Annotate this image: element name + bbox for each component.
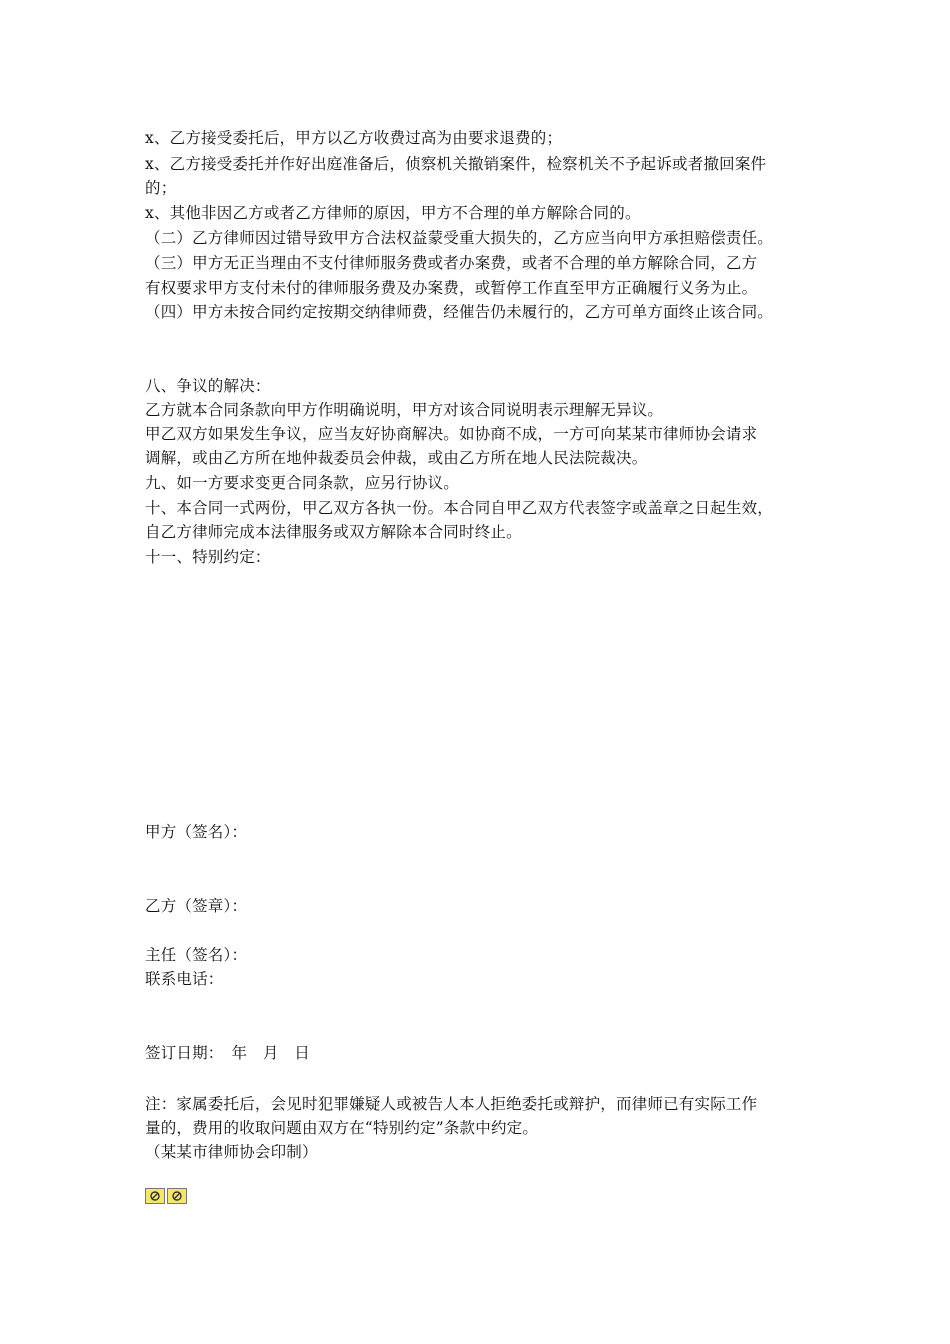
text-line: x、其他非因乙方或者乙方律师的原因，甲方不合理的单方解除合同的。 [145,204,641,222]
text-line: 自乙方律师完成本法律服务或双方解除本合同时终止。 [145,523,522,541]
text-line: 甲乙双方如果发生争议，应当友好协商解决。如协商不成，一方可向某某市律师协会请求 [145,425,758,443]
text-line: 有权要求甲方支付未付的律师服务费及办案费，或暂停工作直至甲方正确履行义务为止。 [145,279,758,297]
note-line: 量的，费用的收取问题由双方在“特别约定”条款中约定。 [145,1119,539,1137]
director-signature-label: 主任（签名）： [145,946,248,964]
printer-note: （某某市律师协会印制） [145,1143,318,1161]
text-line: 乙方就本合同条款向甲方作明确说明，甲方对该合同说明表示理解无异议。 [145,401,664,419]
text-line: 调解，或由乙方所在地仲裁委员会仲裁，或由乙方所在地人民法院裁决。 [145,449,648,467]
section-heading: 十、本合同一式两份，甲乙双方各执一份。本合同自甲乙双方代表签字或盖章之日起生效， [145,499,774,517]
footer-icons [145,1188,187,1204]
section-heading: 八、争议的解决： [145,377,271,395]
note-line: 注：家属委托后，会见时犯罪嫌疑人或被告人本人拒绝委托或辩护，而律师已有实际工作 [145,1095,758,1113]
text-line: x、乙方接受委托并作好出庭准备后，侦察机关撤销案件，检察机关不予起诉或者撤回案件 [145,155,767,173]
gear-icon [167,1188,187,1204]
text-line: （四）甲方未按合同约定按期交纳律师费，经催告仍未履行的，乙方可单方面终止该合同。 [145,303,774,321]
contact-phone-label: 联系电话： [145,970,224,988]
signing-date-label: 签订日期： 年 月 日 [145,1044,310,1062]
section-heading: 十一、特别约定： [145,548,271,566]
text-line: x、乙方接受委托后，甲方以乙方收费过高为由要求退费的； [145,129,563,147]
text-line: 的； [145,179,177,197]
gear-icon [145,1188,165,1204]
text-line: （二）乙方律师因过错导致甲方合法权益蒙受重大损失的，乙方应当向甲方承担赔偿责任。 [145,229,774,247]
section-heading: 九、如一方要求变更合同条款，应另行协议。 [145,474,460,492]
text-line: （三）甲方无正当理由不支付律师服务费或者办案费，或者不合理的单方解除合同，乙方 [145,254,758,272]
party-a-signature-label: 甲方（签名）： [145,823,248,841]
party-b-seal-label: 乙方（签章）： [145,897,248,915]
